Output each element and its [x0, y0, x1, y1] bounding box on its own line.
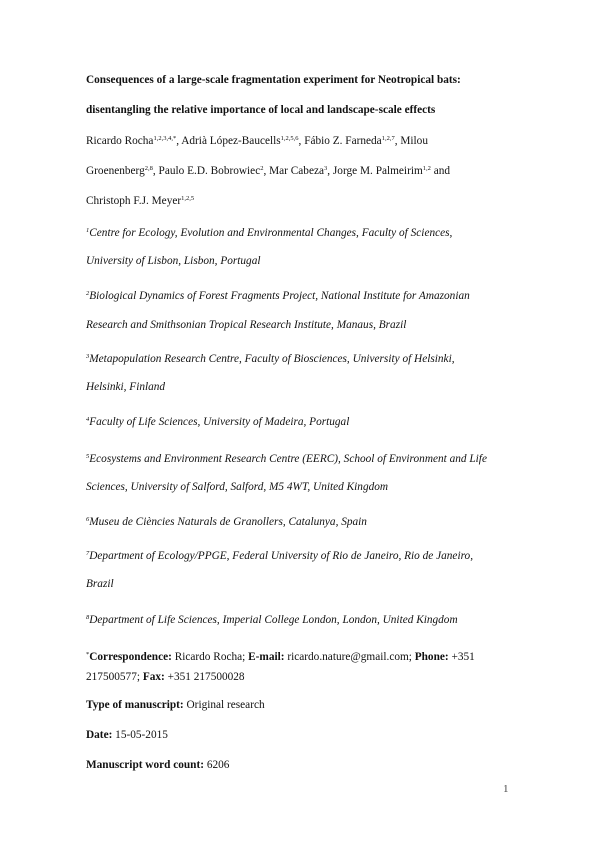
affiliation-4: $^4$Faculty of Life Sciences, University of Madeira, Portugal: [86, 416, 350, 428]
affiliation-3: $^3$Metapopulation Research Centre, Faculty of Biosciences, University of Helsinki,: [86, 353, 455, 365]
authors-line-2: Groenenberg$^{2,8}$, Paulo E.D. Bobrowiec$^2$, Mar Cabeza$^3$, Jorge M. Palmeirim$^{1,2}$ and: [86, 165, 451, 177]
affiliation-5-cont: Sciences, University of Salford, Salford, M5 4WT, United Kingdom: [86, 481, 389, 493]
manuscript-word-count: Manuscript word count: 6206: [86, 759, 230, 771]
affiliation-2: $^2$Biological Dynamics of Forest Fragments Project, National Institute for Amazonian: [86, 290, 470, 302]
affiliation-5: $^5$Ecosystems and Environment Research Centre (EERC), School of Environment and Life: [86, 453, 487, 465]
title-line-2: disentangling the relative importance of local and landscape-scale effects: [86, 104, 436, 116]
author-name: Mar Cabeza: [269, 165, 324, 177]
author-name: Paulo E.D. Bobrowiec: [158, 165, 261, 177]
manuscript-type: Type of manuscript: Original research: [86, 699, 265, 711]
affiliation-1-cont: University of Lisbon, Lisbon, Portugal: [86, 255, 261, 267]
correspondence-line-1: *Correspondence: Ricardo Rocha; E-mail: ricardo.nature@gmail.com; Phone: +351: [86, 651, 475, 663]
author-name: Jorge M. Palmeirim: [332, 165, 423, 177]
affiliation-7: $^7$Department of Ecology/PPGE, Federal University of Rio de Janeiro, Rio de Janeiro,: [86, 550, 474, 562]
author-affil: 2,8: [144, 165, 153, 172]
author-affil: 1,2: [422, 165, 431, 172]
email-link[interactable]: ricardo.nature@gmail.com;: [284, 651, 415, 663]
correspondence-line-2: 217500577; Fax: +351 217500028: [86, 671, 245, 683]
author-name: Milou: [400, 135, 428, 147]
authors-line-1: Ricardo Rocha$^{1,2,3,4,*}$, Adrià López-Baucells$^{1,2,5,6}$, Fábio Z. Farneda$^{1,2,7}$, Milou: [86, 135, 428, 147]
affiliation-1: $^1$Centre for Ecology, Evolution and Environmental Changes, Faculty of Sciences,: [86, 227, 453, 239]
author-affil: 1,2,5: [181, 195, 195, 202]
author-name: Groenenberg: [86, 165, 145, 177]
author-name: Fábio Z. Farneda: [304, 135, 382, 147]
authors-line-3: [86, 194, 194, 208]
affiliation-7-cont: Brazil: [86, 578, 114, 590]
affiliation-8: $^8$Department of Life Sciences, Imperial College London, London, United Kingdom: [86, 614, 458, 626]
affiliation-2-cont: Research and Smithsonian Tropical Research Institute, Manaus, Brazil: [86, 319, 407, 331]
page-number: 1: [503, 783, 509, 795]
author-name: Adrià López-Baucells: [181, 135, 281, 147]
author-affil: 3: [324, 165, 328, 172]
author-affil: 2: [260, 165, 264, 172]
affiliation-6: $^6$Museu de Ciències Naturals de Granollers, Catalunya, Spain: [86, 516, 367, 528]
affiliation-3-cont: Helsinki, Finland: [86, 381, 166, 393]
author-affil: 1,2,3,4,*: [153, 135, 177, 142]
author-name: Ricardo Rocha: [86, 135, 154, 147]
author-affil: 1,2,7: [381, 135, 395, 142]
title-line-1: Consequences of a large-scale fragmentation experiment for Neotropical bats:: [86, 74, 461, 86]
author-affil: 1,2,5,6: [280, 135, 299, 142]
manuscript-date: Date: 15-05-2015: [86, 729, 168, 741]
author-name: Christoph F.J. Meyer: [86, 195, 182, 207]
